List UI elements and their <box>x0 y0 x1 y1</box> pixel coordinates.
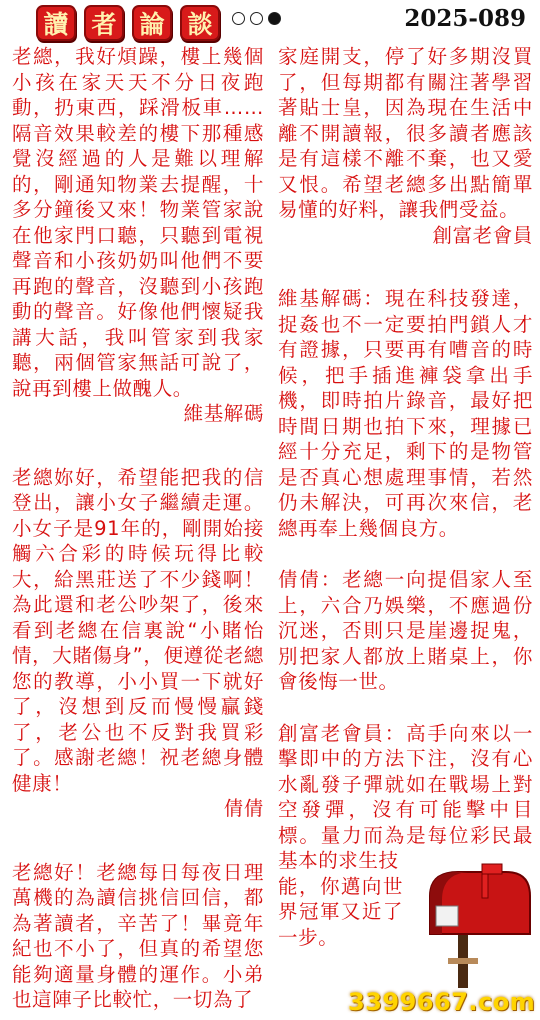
hollow-dot-icon <box>232 12 245 25</box>
letter-3-signature: 創富老會員 <box>432 223 533 247</box>
reader-letter-3-continued: 家庭開支，停了好多期沒買了，但每期都有關注著學習著貼士皇，因為現在生活中離不開讀報，很多讀者應該是有這樣不離不棄，也又愛又恨。希望老總多出點簡單易懂的好料，讓我們受益。 <box>278 45 533 221</box>
editor-reply-3-end: 能，你邁向世界冠軍又近了一步。 <box>278 874 403 949</box>
editor-reply-3: 創富老會員：高手向來以一擊即中的方法下注，沒有心水亂發子彈就如在戰場上對空發彈，沒有可能擊中目標。量力而為是每位彩民最基本的求生技 <box>278 721 533 872</box>
title-char-2: 者 <box>84 5 124 41</box>
title-char-1: 讀 <box>36 5 76 41</box>
reader-letter-1: 老總，我好煩躁，樓上幾個小孩在家天天不分日夜跑動，扔東西，踩滑板車……隔音效果較差的樓下那種感覺沒經過的人是難以理解的，剛通知物業去提醒，十多分鐘後又來！物業管家說在他家門口聽，只聽到電視聲音和小孩奶奶叫他們不要再跑的聲音，沒聽到小孩跑動的聲音。好像他們懷疑我講大話，我叫管家到我家聽，兩個管家無話可說了，說再到樓上做醜人。 <box>12 45 264 400</box>
header <box>0 0 540 40</box>
title-char-3: 論 <box>132 5 172 41</box>
decorative-dots <box>232 12 281 25</box>
title-char-4: 談 <box>180 5 220 41</box>
hollow-dot-icon <box>250 12 263 25</box>
editor-reply-1: 維基解碼：現在科技發達，捉姦也不一定要拍門鎖人才有證據，只要再有嘈音的時候，把手插進褲袋拿出手機，即時拍片錄音，最好把時間日期也拍下來，理據已經十分充足，剩下的是物管是否真心想處理事情，若然仍未解決，可再次來信，老總再奉上幾個良方。 <box>278 287 533 540</box>
website-url[interactable]: 3399667.com <box>348 988 536 1016</box>
issue-number: 2025-089 <box>404 5 526 32</box>
right-column <box>278 44 533 950</box>
filled-dot-icon <box>268 12 281 25</box>
left-column <box>12 44 264 1013</box>
editor-reply-2: 倩倩：老總一向提倡家人至上，六合乃娛樂，不應過份沉迷，否則只是崖邊捉鬼，別把家人都放上賭桌上，你會後悔一世。 <box>278 568 533 693</box>
reader-letter-2: 老總妳好，希望能把我的信登出，讓小女子繼續走運。小女子是91年的，剛開始接觸六合彩的時候玩得比較大，給黑莊送了不少錢啊！為此還和老公吵架了，後來看到老總在信裏說“小賭怡情，大賭傷身”，便遵從老總您的教導，小小買一下就好了，沒想到反而慢慢贏錢了，老公也不反對我買彩了。感謝老總！祝老總身體健康！ <box>12 465 264 795</box>
letter-1-signature: 維基解碼 <box>183 402 264 425</box>
letter-2-signature: 倩倩 <box>223 797 264 820</box>
mailbox-icon <box>402 860 534 988</box>
reader-letter-3: 老總好！老總每日每夜日理萬機的為讀信挑信回信，都為著讀者，辛苦了！畢竟年紀也不小了，但真的希望您能夠適量身體的運作。小弟也這陣子比較忙，一切為了 <box>12 860 264 1011</box>
